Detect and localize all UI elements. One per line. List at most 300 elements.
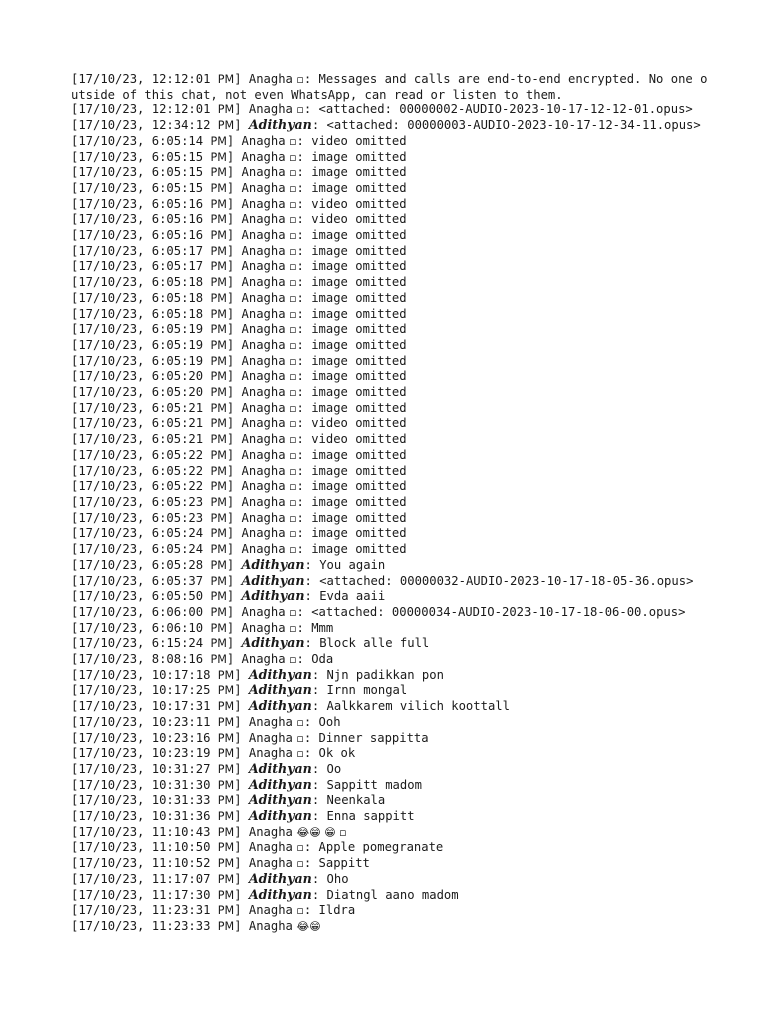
date-time-separator: , (137, 102, 152, 117)
message-date: 17/10/23 (78, 526, 138, 541)
message-date: 17/10/23 (78, 165, 138, 180)
message-date: 17/10/23 (78, 118, 138, 133)
message-text: : image omitted (296, 243, 407, 258)
message-text: : image omitted (296, 400, 407, 415)
message-date: 17/10/23 (78, 761, 138, 776)
chat-message (71, 197, 711, 213)
timestamp-close-bracket: ] (226, 290, 242, 305)
sender-suffix-glyph: ▫ (285, 401, 297, 415)
timestamp-open-bracket: [ (71, 494, 79, 509)
message-text: : image omitted (296, 369, 407, 384)
message-date: 17/10/23 (78, 306, 138, 321)
chat-message (71, 919, 711, 935)
message-date: 17/10/23 (78, 887, 138, 902)
chat-message (71, 668, 711, 684)
message-text: : <attached: 00000002-AUDIO-2023-10-17-12-12-01.opus> (303, 102, 693, 117)
chat-message (71, 118, 711, 134)
message-text: : image omitted (296, 275, 407, 290)
message-sender: Anagha (241, 322, 286, 337)
message-date: 17/10/23 (78, 730, 138, 745)
date-time-separator: , (137, 777, 152, 792)
message-sender: Anagha (241, 447, 286, 462)
sender-suffix-glyph: ▫ (285, 621, 297, 635)
timestamp-close-bracket: ] (226, 447, 242, 462)
message-ampm: PM (217, 73, 235, 86)
message-sender: Anagha (241, 463, 286, 478)
timestamp-close-bracket: ] (226, 589, 242, 604)
chat-message (71, 652, 711, 668)
message-sender: Anagha (241, 290, 286, 305)
message-ampm: PM (210, 401, 227, 415)
timestamp-close-bracket: ] (234, 699, 249, 714)
sender-suffix-glyph: ▫ (285, 291, 297, 305)
message-ampm: PM (217, 668, 235, 682)
message-time: 10:23:16 (151, 730, 211, 745)
chat-message (71, 181, 711, 197)
chat-message (71, 448, 711, 464)
timestamp-open-bracket: [ (71, 228, 79, 243)
chat-message (71, 479, 711, 495)
message-date: 17/10/23 (78, 620, 138, 635)
timestamp-close-bracket: ] (226, 652, 242, 667)
message-ampm: PM (210, 480, 227, 494)
date-time-separator: , (137, 432, 152, 447)
message-time: 6:06:00 (151, 604, 204, 619)
sender-suffix-glyph: ▫ (285, 323, 297, 337)
timestamp-open-bracket: [ (71, 118, 79, 133)
sender-suffix-glyph: ▫ (285, 448, 297, 462)
message-text: : video omitted (296, 416, 407, 431)
timestamp-open-bracket: [ (71, 761, 79, 776)
timestamp-open-bracket: [ (71, 918, 79, 933)
message-ampm: PM (210, 323, 227, 337)
message-time: 11:17:30 (151, 887, 211, 902)
message-date: 17/10/23 (78, 149, 138, 164)
timestamp-open-bracket: [ (71, 793, 79, 808)
message-date: 17/10/23 (78, 589, 138, 604)
message-date: 17/10/23 (78, 573, 138, 588)
message-text: : image omitted (296, 306, 407, 321)
message-sender: Anagha (241, 652, 286, 667)
date-time-separator: , (137, 636, 152, 651)
timestamp-close-bracket: ] (226, 620, 242, 635)
message-date: 17/10/23 (78, 228, 138, 243)
message-date: 17/10/23 (78, 102, 138, 117)
message-sender: Anagha (248, 856, 293, 871)
chat-message (71, 526, 711, 542)
date-time-separator: , (137, 212, 152, 227)
message-date: 17/10/23 (78, 683, 138, 698)
chat-message (71, 416, 711, 432)
message-sender: Anagha (241, 353, 286, 368)
date-time-separator: , (137, 463, 152, 478)
timestamp-open-bracket: [ (71, 667, 79, 682)
message-date: 17/10/23 (78, 699, 138, 714)
message-date: 17/10/23 (78, 447, 138, 462)
message-time: 6:05:18 (151, 290, 204, 305)
message-time: 6:05:19 (151, 353, 204, 368)
message-date: 17/10/23 (78, 793, 138, 808)
message-text: : video omitted (296, 432, 407, 447)
timestamp-close-bracket: ] (234, 856, 249, 871)
timestamp-close-bracket: ] (234, 118, 249, 133)
message-sender: Anagha (248, 72, 293, 86)
message-text: : image omitted (296, 447, 407, 462)
timestamp-open-bracket: [ (71, 730, 79, 745)
message-text: : <attached: 00000032-AUDIO-2023-10-17-18-05-36.opus> (304, 573, 694, 588)
timestamp-close-bracket: ] (226, 400, 242, 415)
date-time-separator: , (137, 746, 152, 761)
date-time-separator: , (137, 337, 152, 352)
message-sender: Adithyan (248, 886, 312, 902)
timestamp-open-bracket: [ (71, 510, 79, 525)
timestamp-close-bracket: ] (226, 306, 242, 321)
timestamp-close-bracket: ] (234, 72, 249, 86)
message-sender: Anagha (241, 604, 286, 619)
message-date: 17/10/23 (78, 432, 138, 447)
timestamp-close-bracket: ] (234, 683, 249, 698)
timestamp-close-bracket: ] (234, 102, 249, 117)
timestamp-open-bracket: [ (71, 777, 79, 792)
message-date: 17/10/23 (78, 604, 138, 619)
chat-message (71, 259, 711, 275)
message-time: 6:05:15 (151, 180, 204, 195)
timestamp-open-bracket: [ (71, 557, 79, 572)
message-date: 17/10/23 (78, 369, 138, 384)
chat-message (71, 385, 711, 401)
message-text: : image omitted (296, 510, 407, 525)
message-time: 12:12:01 (151, 72, 211, 86)
message-sender: Anagha (241, 275, 286, 290)
message-time: 6:05:21 (151, 400, 204, 415)
message-time: 10:17:18 (151, 667, 211, 682)
message-sender: Anagha (241, 180, 286, 195)
timestamp-close-bracket: ] (234, 714, 249, 729)
date-time-separator: , (137, 416, 152, 431)
date-time-separator: , (137, 275, 152, 290)
message-sender: Adithyan (248, 792, 312, 808)
timestamp-close-bracket: ] (226, 212, 242, 227)
message-date: 17/10/23 (78, 557, 138, 572)
timestamp-close-bracket: ] (226, 526, 242, 541)
timestamp-open-bracket: [ (71, 871, 79, 886)
message-ampm: PM (217, 684, 235, 698)
chat-message (71, 888, 711, 904)
message-ampm: PM (210, 134, 227, 148)
message-time: 12:34:12 (151, 118, 211, 133)
sender-suffix-glyph: ▫ (285, 181, 297, 195)
message-date: 17/10/23 (78, 871, 138, 886)
timestamp-open-bracket: [ (71, 259, 79, 274)
message-text: : Oho (311, 871, 349, 886)
message-ampm: PM (210, 448, 227, 462)
message-ampm: PM (217, 119, 235, 133)
timestamp-close-bracket: ] (226, 149, 242, 164)
message-ampm: PM (217, 715, 235, 729)
message-date: 17/10/23 (78, 353, 138, 368)
timestamp-close-bracket: ] (226, 494, 242, 509)
sender-suffix-glyph: ▫ (285, 605, 297, 619)
timestamp-close-bracket: ] (226, 479, 242, 494)
timestamp-close-bracket: ] (226, 463, 242, 478)
chat-message (71, 212, 711, 228)
timestamp-open-bracket: [ (71, 180, 79, 195)
timestamp-open-bracket: [ (71, 840, 79, 855)
message-text: : Neenkala (311, 793, 386, 808)
message-ampm: PM (217, 888, 235, 902)
sender-suffix-glyph: ▫ (285, 354, 297, 368)
message-text: : image omitted (296, 542, 407, 557)
date-time-separator: , (137, 306, 152, 321)
date-time-separator: , (137, 667, 152, 682)
message-time: 6:05:21 (151, 416, 204, 431)
message-time: 6:05:24 (151, 526, 204, 541)
timestamp-close-bracket: ] (234, 777, 249, 792)
message-date: 17/10/23 (78, 840, 138, 855)
timestamp-open-bracket: [ (71, 620, 79, 635)
message-date: 17/10/23 (78, 463, 138, 478)
timestamp-open-bracket: [ (71, 290, 79, 305)
message-ampm: PM (210, 307, 227, 321)
message-text: : Enna sappitt (311, 809, 415, 824)
chat-message (71, 401, 711, 417)
timestamp-open-bracket: [ (71, 652, 79, 667)
chat-message (71, 228, 711, 244)
message-ampm: PM (210, 213, 227, 227)
message-time: 6:05:16 (151, 212, 204, 227)
sender-suffix-glyph: ▫ (285, 495, 297, 509)
date-time-separator: , (137, 652, 152, 667)
chat-message (71, 542, 711, 558)
timestamp-close-bracket: ] (226, 557, 242, 572)
message-sender: Adithyan (248, 666, 312, 682)
message-ampm: PM (210, 229, 227, 243)
message-text: : image omitted (296, 322, 407, 337)
sender-suffix-glyph: ▫ (285, 260, 297, 274)
message-date: 17/10/23 (78, 856, 138, 871)
sender-suffix-glyph: 😂😁 😁 ▫ (292, 825, 347, 839)
message-sender: Adithyan (248, 870, 312, 886)
message-ampm: PM (210, 511, 227, 525)
message-date: 17/10/23 (78, 416, 138, 431)
message-time: 11:10:50 (151, 840, 211, 855)
message-ampm: PM (217, 700, 235, 714)
chat-message (71, 574, 711, 590)
message-time: 6:15:24 (151, 636, 204, 651)
message-sender: Anagha (248, 824, 293, 839)
timestamp-close-bracket: ] (226, 385, 242, 400)
message-ampm: PM (217, 747, 235, 761)
message-sender: Anagha (248, 840, 293, 855)
message-time: 6:05:18 (151, 306, 204, 321)
message-time: 11:17:07 (151, 871, 211, 886)
message-time: 11:23:31 (151, 903, 211, 918)
chat-message (71, 793, 711, 809)
date-time-separator: , (137, 793, 152, 808)
chat-message (71, 134, 711, 150)
message-text: : Dinner sappitta (303, 730, 429, 745)
timestamp-open-bracket: [ (71, 809, 79, 824)
timestamp-open-bracket: [ (71, 903, 79, 918)
message-sender: Anagha (241, 196, 286, 211)
message-text: : Irnn mongal (311, 683, 408, 698)
chat-message (71, 369, 711, 385)
timestamp-open-bracket: [ (71, 149, 79, 164)
chat-message (71, 699, 711, 715)
timestamp-open-bracket: [ (71, 133, 79, 148)
message-sender: Anagha (241, 526, 286, 541)
timestamp-open-bracket: [ (71, 400, 79, 415)
date-time-separator: , (137, 322, 152, 337)
message-sender: Adithyan (248, 698, 312, 714)
message-time: 10:17:31 (151, 699, 211, 714)
message-ampm: PM (210, 181, 227, 195)
date-time-separator: , (137, 573, 152, 588)
chat-message (71, 605, 711, 621)
message-time: 6:05:20 (151, 385, 204, 400)
sender-suffix-glyph: ▫ (285, 543, 297, 557)
message-sender: Anagha (241, 228, 286, 243)
message-date: 17/10/23 (78, 243, 138, 258)
message-sender: Anagha (241, 494, 286, 509)
timestamp-close-bracket: ] (226, 196, 242, 211)
message-date: 17/10/23 (78, 652, 138, 667)
sender-suffix-glyph: ▫ (285, 338, 297, 352)
message-sender: Anagha (241, 337, 286, 352)
message-text: : image omitted (296, 180, 407, 195)
message-ampm: PM (210, 417, 227, 431)
message-text: : <attached: 00000034-AUDIO-2023-10-17-18-06-00.opus> (296, 604, 686, 619)
message-time: 6:05:14 (151, 133, 204, 148)
sender-suffix-glyph: ▫ (292, 715, 304, 729)
date-time-separator: , (137, 714, 152, 729)
message-time: 10:31:27 (151, 761, 211, 776)
timestamp-close-bracket: ] (226, 165, 242, 180)
date-time-separator: , (137, 589, 152, 604)
timestamp-open-bracket: [ (71, 746, 79, 761)
timestamp-close-bracket: ] (226, 322, 242, 337)
message-text: : <attached: 00000003-AUDIO-2023-10-17-12-34-11.opus> (311, 118, 701, 133)
message-ampm: PM (217, 762, 235, 776)
message-ampm: PM (210, 543, 227, 557)
message-time: 6:05:19 (151, 337, 204, 352)
message-ampm: PM (210, 244, 227, 258)
message-date: 17/10/23 (78, 809, 138, 824)
chat-message (71, 746, 711, 762)
date-time-separator: , (137, 542, 152, 557)
message-ampm: PM (210, 653, 227, 667)
timestamp-close-bracket: ] (234, 746, 249, 761)
timestamp-open-bracket: [ (71, 385, 79, 400)
message-text: : Sappitt madom (311, 777, 422, 792)
message-time: 11:23:33 (151, 918, 211, 933)
date-time-separator: , (137, 840, 152, 855)
date-time-separator: , (137, 385, 152, 400)
message-sender: Anagha (241, 479, 286, 494)
date-time-separator: , (137, 149, 152, 164)
timestamp-close-bracket: ] (226, 259, 242, 274)
message-ampm: PM (217, 810, 235, 824)
message-sender: Anagha (241, 620, 286, 635)
message-text: : image omitted (296, 259, 407, 274)
message-ampm: PM (210, 527, 227, 541)
message-time: 6:05:15 (151, 149, 204, 164)
message-sender: Anagha (241, 165, 286, 180)
message-text: : video omitted (296, 196, 407, 211)
chat-message (71, 856, 711, 872)
message-text: : Block alle full (304, 636, 430, 651)
date-time-separator: , (137, 699, 152, 714)
message-sender: Anagha (248, 746, 293, 761)
message-text: : image omitted (296, 165, 407, 180)
message-date: 17/10/23 (78, 337, 138, 352)
sender-suffix-glyph: ▫ (285, 386, 297, 400)
timestamp-close-bracket: ] (234, 667, 249, 682)
message-ampm: PM (210, 590, 227, 604)
timestamp-close-bracket: ] (234, 903, 249, 918)
message-sender: Anagha (241, 385, 286, 400)
timestamp-close-bracket: ] (226, 573, 242, 588)
timestamp-close-bracket: ] (226, 636, 242, 651)
message-sender: Anagha (241, 510, 286, 525)
timestamp-close-bracket: ] (234, 871, 249, 886)
message-sender: Anagha (248, 714, 293, 729)
message-date: 17/10/23 (78, 494, 138, 509)
message-text: : image omitted (296, 526, 407, 541)
message-date: 17/10/23 (78, 290, 138, 305)
timestamp-close-bracket: ] (226, 604, 242, 619)
message-date: 17/10/23 (78, 777, 138, 792)
date-time-separator: , (137, 72, 152, 86)
message-sender: Anagha (241, 133, 286, 148)
message-ampm: PM (210, 166, 227, 180)
chat-message (71, 495, 711, 511)
timestamp-open-bracket: [ (71, 275, 79, 290)
message-text: : image omitted (296, 494, 407, 509)
message-date: 17/10/23 (78, 918, 138, 933)
sender-suffix-glyph: ▫ (285, 527, 297, 541)
message-text: : Apple pomegranate (303, 840, 444, 855)
date-time-separator: , (137, 494, 152, 509)
message-text: : image omitted (296, 337, 407, 352)
date-time-separator: , (137, 447, 152, 462)
chat-message (71, 840, 711, 856)
message-ampm: PM (217, 919, 235, 933)
message-time: 10:17:25 (151, 683, 211, 698)
message-sender: Adithyan (241, 588, 305, 604)
message-ampm: PM (210, 276, 227, 290)
message-time: 6:05:37 (151, 573, 204, 588)
sender-suffix-glyph: ▫ (285, 653, 297, 667)
timestamp-open-bracket: [ (71, 526, 79, 541)
timestamp-close-bracket: ] (226, 337, 242, 352)
message-text: : image omitted (296, 228, 407, 243)
timestamp-open-bracket: [ (71, 463, 79, 478)
message-date: 17/10/23 (78, 746, 138, 761)
chat-message (71, 683, 711, 699)
message-sender: Anagha (248, 903, 293, 918)
timestamp-open-bracket: [ (71, 604, 79, 619)
message-date: 17/10/23 (78, 196, 138, 211)
message-sender: Anagha (241, 212, 286, 227)
message-ampm: PM (210, 386, 227, 400)
message-ampm: PM (210, 370, 227, 384)
sender-suffix-glyph: ▫ (285, 370, 297, 384)
sender-suffix-glyph: ▫ (285, 417, 297, 431)
message-time: 11:10:43 (151, 824, 211, 839)
message-text: : image omitted (296, 149, 407, 164)
message-ampm: PM (217, 904, 235, 918)
